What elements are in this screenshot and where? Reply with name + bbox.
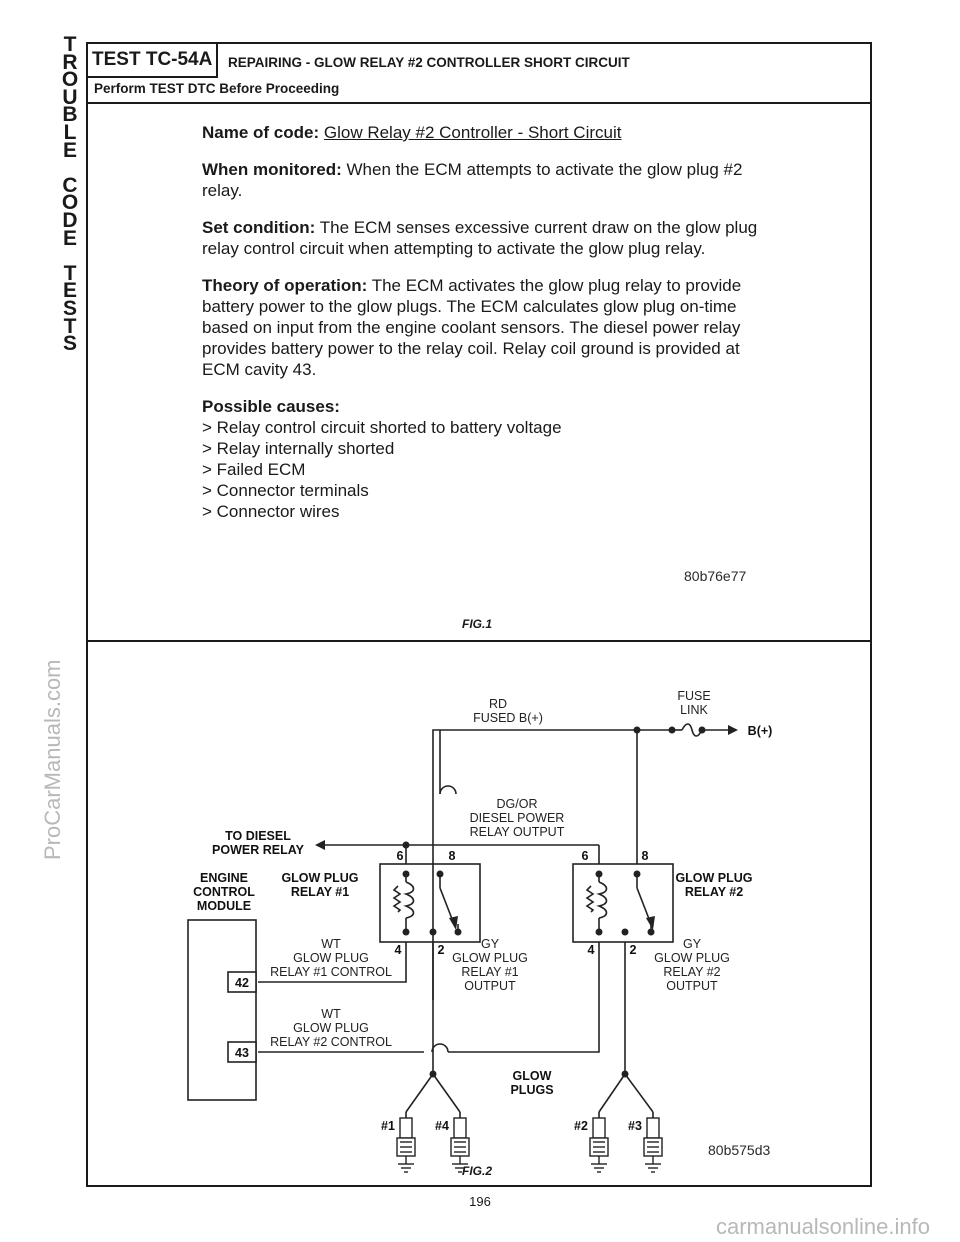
cavity-43: 43 [235,1046,249,1060]
wt2-control-label: RELAY #2 CONTROL [270,1035,392,1049]
side-banner [57,33,83,356]
relay1-resistor [394,886,400,912]
figure-1 [88,102,870,642]
wt1-label: WT [321,937,341,951]
set-condition-value: The ECM senses excessive current draw on the glow plug relay control circuit when attempting to activate the glow plug relay. [202,218,758,258]
power-relay-label: POWER RELAY [212,843,304,857]
side-banner-letter: T [63,33,77,56]
junction-dot [669,727,676,734]
plug-branch-4 [433,1074,460,1112]
code-description [202,122,762,522]
plug-4-label: #4 [435,1119,449,1133]
side-banner-letter: O [61,191,79,215]
side-banner-letter: T [63,314,77,338]
side-banner-letter: U [62,85,78,109]
junction-dot [648,929,655,936]
cavity-42: 42 [235,976,249,990]
side-banner-letter: E [62,279,77,303]
side-banner-letter: B [62,103,78,127]
ecm-label-1: ENGINE [200,871,248,885]
relay1-label-1: GLOW PLUG [281,871,359,885]
relay2-label-1: GLOW PLUG [675,871,753,885]
glow-plugs-label-2: PLUGS [510,1083,554,1097]
to-diesel-arrow-icon [315,840,325,850]
cause-item: > Connector terminals [202,480,762,501]
junction-dot [403,842,410,849]
watermark-carmanualsonline: carmanualsonline.info [715,1214,930,1239]
plug-branch-2 [599,1074,625,1112]
relay2-label-2: RELAY #2 [684,885,744,899]
gy2-relay-label: RELAY #2 [663,965,721,979]
code-name-value: Glow Relay #2 Controller - Short Circuit [323,123,622,142]
pin8-relay2: 8 [641,849,649,863]
plug-1-label: #1 [381,1119,395,1133]
fig1-caption: FIG.1 [462,617,493,631]
causes-label: Possible causes: [202,397,340,416]
pin4-relay2: 4 [587,943,595,957]
side-banner-letter: L [63,120,77,144]
plug-branch-3 [625,1074,653,1112]
gy1-output-label: OUTPUT [464,979,516,993]
glow-plug-1 [397,1118,415,1172]
pin6-relay1: 6 [396,849,404,863]
test-title: REPAIRING - GLOW RELAY #2 CONTROLLER SHORT CIRCUIT [228,55,630,70]
relay1-contact-arrow-icon [449,916,458,930]
relay1-coil-icon [406,882,414,918]
gy1-label: GY [480,937,500,951]
pin6-relay2: 6 [581,849,589,863]
glow-plugs-label-1: GLOW [512,1069,552,1083]
bplus-arrow-icon [728,725,738,735]
rd-label: RD [488,697,508,711]
test-id: TEST TC-54A [88,44,218,78]
side-banner-letter: T [63,261,77,285]
gy1-glow-label: GLOW PLUG [452,951,528,965]
junction-dot [430,1071,437,1078]
relay-output-label: RELAY OUTPUT [469,825,565,839]
set-condition-label: Set condition: [202,218,316,237]
side-banner-letter: E [62,226,77,250]
plug-2-label: #2 [574,1119,588,1133]
bplus-label: B(+) [747,724,773,738]
side-banner-letter: D [62,208,78,232]
code-name-label: Name of code: [202,123,320,142]
monitored-label: When monitored: [202,160,342,179]
fig2-reference: 80b575d3 [708,1142,771,1158]
junction-dot [455,929,462,936]
code-name-line [202,122,762,143]
ecm-box [188,920,256,1100]
cause-item: > Relay control circuit shorted to battery voltage [202,417,762,438]
to-diesel-label: TO DIESEL [225,829,291,843]
plug-3-label: #3 [628,1119,642,1133]
wt1-control-label: RELAY #1 CONTROL [270,965,392,979]
junction-dot [596,871,603,878]
dgor-label: DG/OR [496,797,538,811]
gy2-label: GY [682,937,702,951]
pin4-relay1: 4 [394,943,402,957]
relay1-label-2: RELAY #1 [290,885,350,899]
test-frame [86,42,872,1187]
monitored-line [202,159,762,201]
gy2-output-label: OUTPUT [666,979,718,993]
wiring-diagram [88,642,870,1185]
junction-dot [437,871,444,878]
junction-dot [634,727,641,734]
junction-dot [634,871,641,878]
cause-item: > Failed ECM [202,459,762,480]
relay2-coil-icon [599,882,607,918]
cause-item: > Relay internally shorted [202,438,762,459]
ecm-label-2: CONTROL [193,885,255,899]
test-header [88,44,870,104]
side-banner-letter: S [62,296,77,320]
monitored-value: When the ECM attempts to activate the glow plug #2 relay. [202,160,743,200]
side-banner-letter: E [62,138,77,162]
glow-plug-2 [590,1118,608,1172]
junction-dot [622,1071,629,1078]
theory-label: Theory of operation: [202,276,368,295]
page-number: 196 [469,1194,491,1209]
side-banner-letter: S [62,332,77,356]
fig2-caption: FIG.2 [462,1164,493,1178]
pin8-relay1: 8 [448,849,456,863]
junction-dot [403,929,410,936]
hop-relay2-control [432,1044,448,1052]
side-banner-letter: R [62,50,78,74]
ecm-label-3: MODULE [196,899,252,913]
hop-relay1-feed [440,786,456,794]
causes-list [202,417,762,522]
side-banner-letter: C [62,173,78,197]
cause-item: > Connector wires [202,501,762,522]
plug-branch-1 [406,1074,433,1112]
link-label: LINK [680,703,708,717]
set-condition-line [202,217,762,259]
fuse-label: FUSE [677,689,711,703]
wt2-label: WT [321,1007,341,1021]
wt2-glow-label: GLOW PLUG [293,1021,369,1035]
side-banner-letter: O [61,68,79,92]
glow-plug-3 [644,1118,662,1172]
fig1-reference: 80b76e77 [684,568,747,584]
theory-value: The ECM activates the glow plug relay to provide battery power to the glow plugs. The ECM calculates glow plug on-time based on input from the engine coolant sensors. The diesel power relay provides battery power to the relay coil. Relay coil ground is provided at ECM cavity 43. [202,276,742,379]
junction-dot [622,929,629,936]
wt1-glow-label: GLOW PLUG [293,951,369,965]
pin2-relay1: 2 [437,943,445,957]
watermark-procarmanuals: ProCarManuals.com [40,659,65,860]
figure-2 [88,642,870,1185]
junction-dot [699,727,706,734]
gy2-glow-label: GLOW PLUG [654,951,730,965]
fused-bplus-label: FUSED B(+) [473,711,543,725]
diesel-power-label: DIESEL POWER [469,811,565,825]
test-subtitle: Perform TEST DTC Before Proceeding [94,81,340,96]
relay2-resistor [587,886,593,912]
junction-dot [403,871,410,878]
junction-dot [596,929,603,936]
theory-line [202,275,762,380]
gy1-relay-label: RELAY #1 [461,965,519,979]
junction-dot [430,929,437,936]
pin2-relay2: 2 [629,943,637,957]
